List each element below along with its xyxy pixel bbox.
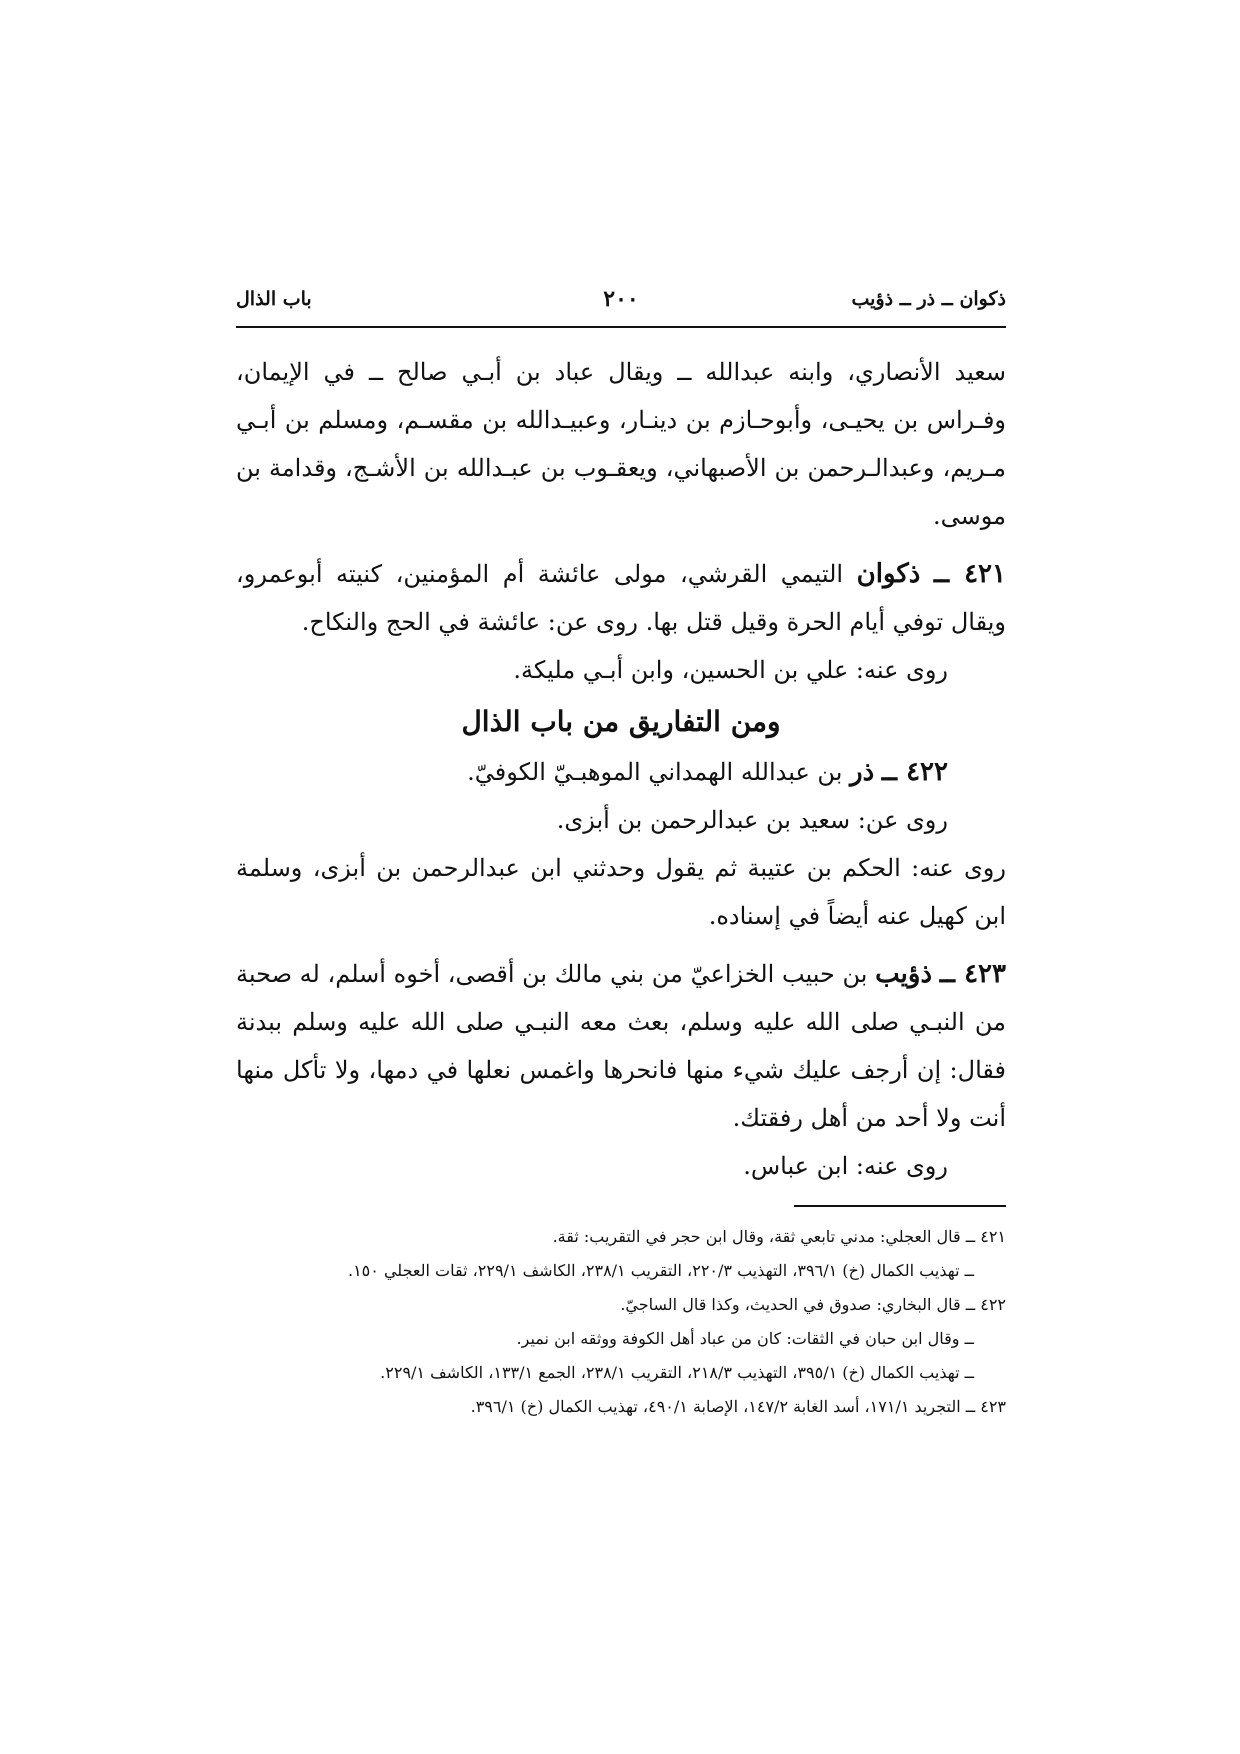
footnotes — [236, 1220, 1006, 1424]
footnote-line: ــ وقال ابن حبان في الثقات: كان من عباد أهل الكوفة ووثقه ابن نمير. — [516, 1329, 974, 1348]
entry-422-narrated-from: روى عن: سعيد بن عبدالرحمن بن أبزى. — [556, 806, 948, 834]
running-title-right: ذكوان ــ ذر ــ ذؤيب — [851, 288, 1006, 310]
entry-text: بن عبدالله الهمداني الموهبـيّ الكوفيّ. — [467, 758, 851, 786]
footnote-rule — [794, 1205, 1006, 1207]
entry-text: التيمي القرشي، مولى عائشة أم المؤمنين، كنيته أبوعمرو، ويقال توفي أيام الحرة وقيل قتل بها. روى عن: عائشة في الحج والنكاح. — [236, 560, 1006, 636]
entry-423 — [236, 950, 1006, 1142]
footnote-line: ٤٢٢ ــ قال البخاري: صدوق في الحديث، وكذا قال الساجيّ. — [620, 1295, 1006, 1314]
footnote-line: ٤٢١ ــ قال العجلي: مدني تابعي ثقة، وقال ابن حجر في التقريب: ثقة. — [552, 1227, 1006, 1246]
document-page — [236, 0, 1006, 1754]
footnote-line: ٤٢٣ ــ التجريد ١٧١/١، أسد الغابة ١٤٧/٢، الإصابة ٤٩٠/١، تهذيب الكمال (خ) ٣٩٦/١. — [470, 1397, 1006, 1416]
footnote-line: ــ تهذيب الكمال (خ) ٣٩٦/١، التهذيب ٢٢٠/٣، التقريب ٢٣٨/١، الكاشف ٢٢٩/١، ثقات العجلي ١٥٠. — [347, 1261, 974, 1280]
entry-name: ذؤيب — [875, 959, 933, 989]
page-number: ٢٠٠ — [603, 286, 639, 312]
main-text — [236, 348, 1006, 1190]
continuation-paragraph: سعيد الأنصاري، وابنه عبدالله ــ ويقال عباد بن أبـي صالح ــ في الإيمان، وفـراس بن يحيـى، وأبوحـازم بن دينـار، وعبيـدالله بن مقسـم، ومسلم بن أبـي مـريم، وعبدالـرحمن بن الأصبهاني، ويعقـوب بن عبـدالله بن الأشـج، وقدامة بن موسى. — [236, 358, 1006, 530]
entry-number: ٤٢٣ ــ — [939, 959, 1006, 989]
entry-name: ذر — [850, 757, 875, 787]
entry-422-narrators: روى عنه: الحكم بن عتيبة ثم يقول وحدثني ابن عبدالرحمن بن أبزى، وسلمة ابن كهيل عنه أيضاً في إسناده. — [236, 854, 1006, 930]
entry-name: ذكوان — [856, 559, 921, 589]
entry-421 — [236, 550, 1006, 646]
running-title-left: باب الذال — [236, 288, 312, 310]
entry-number: ٤٢٢ ــ — [881, 757, 948, 787]
header-rule — [236, 326, 1006, 328]
entry-422 — [236, 748, 1006, 796]
footnote-line: ــ تهذيب الكمال (خ) ٣٩٥/١، التهذيب ٢١٨/٣، التقريب ٢٣٨/١، الجمع ١٣٣/١، الكاشف ٢٢٩/١. — [380, 1363, 974, 1382]
entry-number: ٤٢١ ــ — [933, 559, 1006, 589]
section-heading: ومن التفاريق من باب الذال — [461, 705, 781, 738]
entry-423-narrators: روى عنه: ابن عباس. — [743, 1152, 948, 1180]
page-header — [236, 282, 1006, 322]
entry-421-narrators: روى عنه: علي بن الحسين، وابن أبـي مليكة. — [513, 656, 948, 684]
entry-text: بن حبيب الخزاعيّ من بني مالك بن أقصى، أخوه أسلم، له صحبة من النبـي صلى الله عليه وسلم، بعث معه النبـي صلى الله عليه وسلم ببدنة فقال: إن أرجف عليك شيء منها فانحرها واغمس نعلها في دمها، ولا تأكل منها أنت ولا أحد من أهل رفقتك. — [236, 960, 1006, 1132]
